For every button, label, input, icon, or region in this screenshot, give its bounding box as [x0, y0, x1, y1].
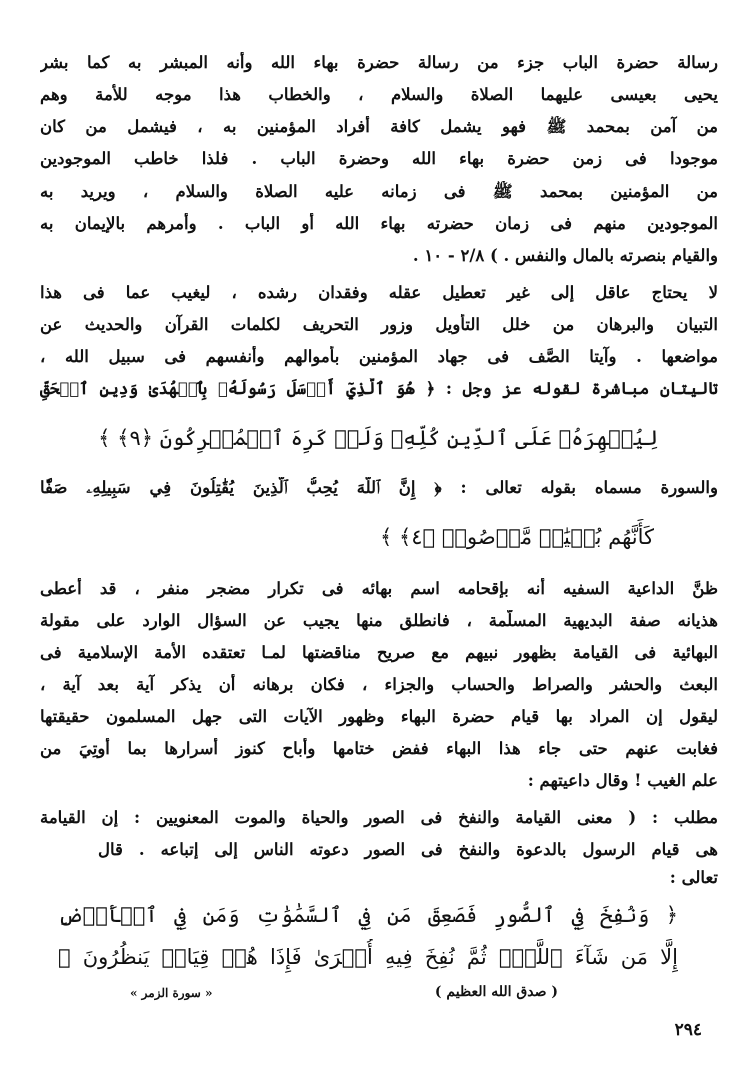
text-line-10: مواضعها . وآيتا الصَّف فى جهاد المؤمنين بأموالهم وأنفسهم فى سبيل الله ، [40, 347, 718, 366]
text-line-18: فغابت عنهم حتى جاء هذا البهاء ففض ختامها وأباح كنوز أسرارها بما أُوتِيَ من [40, 739, 718, 758]
closing-formula: ( صدق الله العظيم ) [434, 984, 558, 1000]
text-line-17: ليقول إن المراد بها قيام حضرة البهاء وظهور الآيات التى جهل المسلمون حقيقتها [40, 707, 718, 726]
text-line-8: لا يحتاج عاقل إلى غير تعطيل عقله وفقدان رشده ، ليغيب عما فى هذا [40, 283, 718, 302]
text-line-3: من آمن بمحمد ﷺ فهو يشمل كافة أفراد المؤمنين به ، فيشمل من كان [40, 117, 718, 136]
text-line-14: هذيانه صفة البديهية المسلَّمة ، فانطلق منها يجيب عن السؤال الوارد على مقولة [40, 611, 718, 630]
document-page [40, 52, 718, 1052]
text-line-13: ظنَّ الداعية السفيه أنه بإقحامه اسم بهائه فى تكرار مضجر منفر ، قد أعطى [40, 579, 718, 598]
text-line-15: البهائية فى القيامة بظهور نبيهم مع صريح مناقضتها لمـا تعتقده الأمة الإسلامية فى [40, 643, 718, 662]
text-line-1: رسالة حضرة الباب جزء من رسالة حضرة بهاء الله وأنه المبشر به كما بشر [40, 53, 718, 72]
text-line-4: موجودا فى زمن حضرة بهاء الله وحضرة الباب . فلذا خاطب الموجودين [40, 149, 718, 168]
text-line-12: والسورة مسماه بقوله تعالى : ﴿ إِنَّ ٱللَّهَ يُحِبُّ ٱلَّذِينَ يُقَٰتِلُونَ فِي سَبِيلِهِۦ صَفّٗا [40, 478, 718, 497]
page-number: ٢٩٤ [674, 1020, 702, 1040]
quran-line-1: لِيُظۡهِرَهُۥ عَلَى ٱلدِّينِ كُلِّهِۦ وَلَوۡ كَرِهَ ٱلۡمُشۡرِكُونَ ﴿٩﴾ ﴾ [98, 426, 658, 450]
quran-line-3: ﴿ وَنُفِخَ فِي ٱلصُّورِ فَصَعِقَ مَن فِي ٱلسَّمَٰوَٰتِ وَمَن فِي ٱلۡأَرۡضِ [58, 903, 678, 927]
text-line-22: تعالى : [669, 868, 718, 887]
text-line-21: هى قيام الرسول بالدعوة والنفخ فى الصور دعوته الناس إلى إتباعه . قال [98, 840, 718, 859]
text-line-6: الموجودين منهم فى زمان حضرته بهاء الله أو الباب . وأمرهم بالإيمان به [40, 214, 718, 233]
quran-line-2: كَأَنَّهُم بُنۡيَٰنٞ مَّرۡصُوصٞ ﴿٤﴾ ﴾ [379, 525, 654, 549]
text-line-2: يحيى بعيسى عليهما الصلاة والسلام ، والخطاب هذا موجه للأمة وهم [40, 85, 718, 104]
surah-reference: « سورة الزمر » [130, 986, 213, 1000]
quran-line-4: إِلَّا مَن شَآءَ ٱللَّهُۖ ثُمَّ نُفِخَ فِيهِ أُخۡرَىٰ فَإِذَا هُمۡ قِيَامٞ يَنظُرُونَ ﴾ [58, 945, 678, 969]
text-line-9: التبيان والبرهان من خلل التأويل وزور التحريف لكلمات القرآن والحديث عن [40, 315, 718, 334]
text-line-19: علم الغيب ! وقال داعيتهم : [527, 771, 718, 790]
text-line-20: مطلب : ( معنى القيامة والنفخ فى الصور والحياة والموت المعنويين : إن القيامة [40, 808, 718, 827]
text-line-11: تاليتان مباشرة لقوله عز وجل : ﴿ هُوَ ٱلَّذِيٓ أَرۡسَلَ رَسُولَهُۥ بِٱلۡهُدَىٰ وَدِينِ ٱلۡحَقِّ [40, 379, 718, 398]
text-line-7: والقيام بنصرته بالمال والنفس . ) ٢/٨ - ١٠ . [412, 246, 718, 265]
text-line-5: من المؤمنين بمحمد ﷺ فى زمانه عليه الصلاة والسلام ، ويريد به [40, 182, 718, 201]
text-line-16: البعث والحشر والصراط والحساب والجزاء ، فكان برهانه أن يذكر آية بعد آية ، [40, 675, 718, 694]
